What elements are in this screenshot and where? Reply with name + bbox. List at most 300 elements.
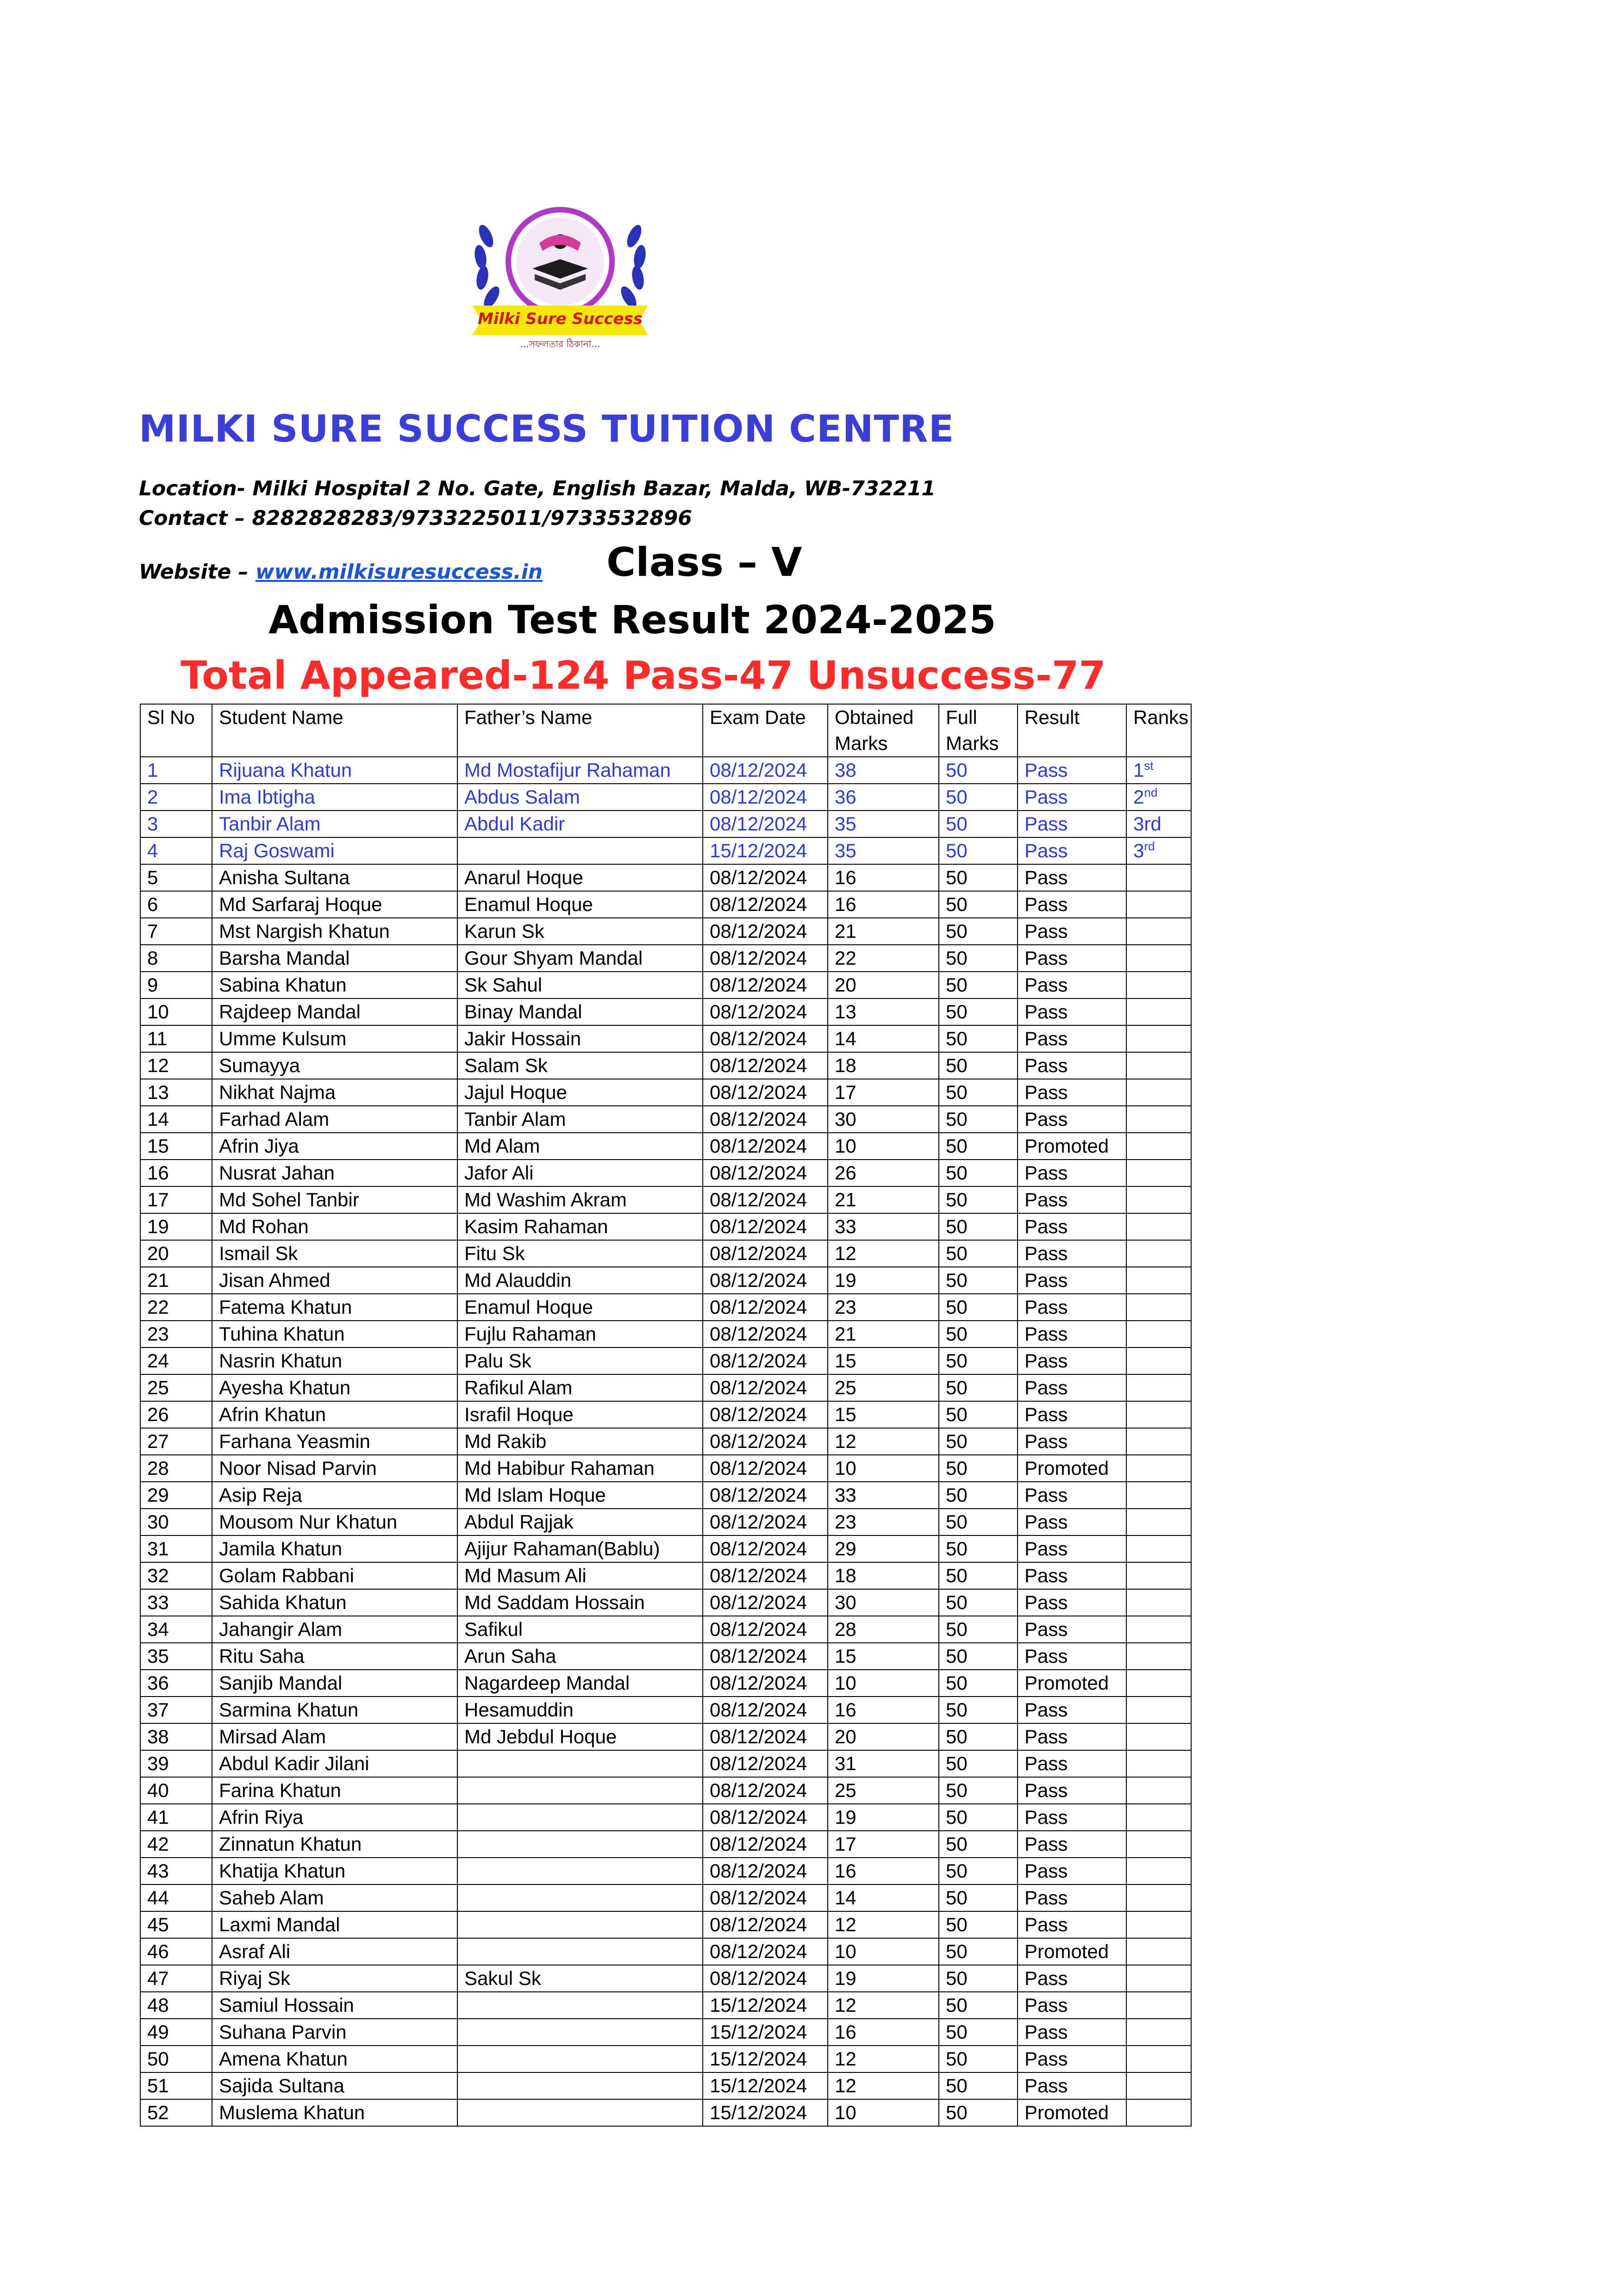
cell-rank bbox=[1126, 1106, 1191, 1133]
cell-rank bbox=[1126, 757, 1191, 784]
cell-father-name bbox=[457, 2019, 703, 2046]
table-row bbox=[140, 1509, 1191, 1535]
cell-exam-date: 08/12/2024 bbox=[703, 864, 828, 891]
cell-student-name: Ismail Sk bbox=[212, 1240, 457, 1267]
cell-obtained-marks: 12 bbox=[828, 1428, 939, 1455]
table-row bbox=[140, 2046, 1191, 2072]
cell-result: Pass bbox=[1018, 757, 1126, 784]
cell-full-marks: 50 bbox=[939, 1535, 1018, 1562]
cell-full-marks: 50 bbox=[939, 1616, 1018, 1643]
table-row bbox=[140, 1750, 1191, 1777]
cell-sl-no: 16 bbox=[140, 1160, 212, 1186]
cell-obtained-marks: 16 bbox=[828, 2019, 939, 2046]
cell-full-marks: 50 bbox=[939, 2019, 1018, 2046]
cell-rank bbox=[1126, 1428, 1191, 1455]
cell-exam-date: 08/12/2024 bbox=[703, 1025, 828, 1052]
cell-result: Pass bbox=[1018, 1723, 1126, 1750]
cell-obtained-marks: 20 bbox=[828, 972, 939, 998]
cell-exam-date: 08/12/2024 bbox=[703, 1509, 828, 1535]
cell-result: Pass bbox=[1018, 1643, 1126, 1670]
cell-exam-date: 08/12/2024 bbox=[703, 1884, 828, 1911]
cell-father-name: Md Washim Akram bbox=[457, 1186, 703, 1213]
header-obtained-marks: Obtained Marks bbox=[828, 704, 939, 757]
cell-student-name: Jisan Ahmed bbox=[212, 1267, 457, 1294]
table-row bbox=[140, 1267, 1191, 1294]
cell-sl-no: 4 bbox=[140, 837, 212, 864]
table-row bbox=[140, 1992, 1191, 2019]
cell-exam-date: 08/12/2024 bbox=[703, 1777, 828, 1804]
cell-obtained-marks: 35 bbox=[828, 811, 939, 837]
cell-sl-no: 43 bbox=[140, 1858, 212, 1884]
cell-student-name: Nasrin Khatun bbox=[212, 1348, 457, 1374]
cell-sl-no: 26 bbox=[140, 1401, 212, 1428]
cell-exam-date: 08/12/2024 bbox=[703, 1831, 828, 1858]
cell-student-name: Sajida Sultana bbox=[212, 2072, 457, 2099]
cell-result: Pass bbox=[1018, 1911, 1126, 1938]
cell-sl-no: 29 bbox=[140, 1482, 212, 1509]
cell-sl-no: 6 bbox=[140, 891, 212, 918]
rank-value: 3rd bbox=[1133, 813, 1162, 835]
cell-father-name: Salam Sk bbox=[457, 1052, 703, 1079]
cell-full-marks: 50 bbox=[939, 1240, 1018, 1267]
cell-rank bbox=[1126, 1777, 1191, 1804]
cell-result: Pass bbox=[1018, 1965, 1126, 1992]
cell-result: Promoted bbox=[1018, 1133, 1126, 1160]
table-row bbox=[140, 1670, 1191, 1697]
cell-obtained-marks: 31 bbox=[828, 1750, 939, 1777]
cell-obtained-marks: 38 bbox=[828, 757, 939, 784]
cell-sl-no: 49 bbox=[140, 2019, 212, 2046]
cell-full-marks: 50 bbox=[939, 1911, 1018, 1938]
cell-full-marks: 50 bbox=[939, 918, 1018, 945]
cell-rank bbox=[1126, 1750, 1191, 1777]
cell-student-name: Md Rohan bbox=[212, 1213, 457, 1240]
cell-student-name: Md Sohel Tanbir bbox=[212, 1186, 457, 1213]
cell-student-name: Afrin Khatun bbox=[212, 1401, 457, 1428]
cell-full-marks: 50 bbox=[939, 1804, 1018, 1831]
cell-sl-no: 1 bbox=[140, 757, 212, 784]
results-table bbox=[140, 704, 1192, 2127]
cell-sl-no: 30 bbox=[140, 1509, 212, 1535]
cell-father-name: Fujlu Rahaman bbox=[457, 1321, 703, 1348]
cell-father-name bbox=[457, 837, 703, 864]
table-row bbox=[140, 1401, 1191, 1428]
cell-father-name: Hesamuddin bbox=[457, 1697, 703, 1723]
logo-brand-text: Milki Sure Success bbox=[477, 310, 643, 328]
table-row bbox=[140, 2019, 1191, 2046]
cell-exam-date: 08/12/2024 bbox=[703, 1589, 828, 1616]
cell-rank bbox=[1126, 1992, 1191, 2019]
cell-obtained-marks: 21 bbox=[828, 1321, 939, 1348]
cell-exam-date: 08/12/2024 bbox=[703, 945, 828, 972]
cell-student-name: Laxmi Mandal bbox=[212, 1911, 457, 1938]
table-row bbox=[140, 1697, 1191, 1723]
cell-result: Pass bbox=[1018, 1750, 1126, 1777]
cell-sl-no: 38 bbox=[140, 1723, 212, 1750]
cell-rank bbox=[1126, 1374, 1191, 1401]
table-row bbox=[140, 757, 1191, 784]
cell-full-marks: 50 bbox=[939, 1643, 1018, 1670]
cell-full-marks: 50 bbox=[939, 837, 1018, 864]
cell-student-name: Mst Nargish Khatun bbox=[212, 918, 457, 945]
cell-full-marks: 50 bbox=[939, 784, 1018, 811]
cell-exam-date: 08/12/2024 bbox=[703, 998, 828, 1025]
cell-sl-no: 31 bbox=[140, 1535, 212, 1562]
table-row bbox=[140, 1160, 1191, 1186]
cell-result: Pass bbox=[1018, 784, 1126, 811]
table-header-row bbox=[140, 704, 1191, 757]
cell-result: Pass bbox=[1018, 972, 1126, 998]
cell-student-name: Khatija Khatun bbox=[212, 1858, 457, 1884]
cell-rank bbox=[1126, 1213, 1191, 1240]
cell-father-name bbox=[457, 1911, 703, 1938]
cell-student-name: Asip Reja bbox=[212, 1482, 457, 1509]
cell-rank bbox=[1126, 918, 1191, 945]
cell-full-marks: 50 bbox=[939, 1267, 1018, 1294]
cell-student-name: Fatema Khatun bbox=[212, 1294, 457, 1321]
table-row bbox=[140, 784, 1191, 811]
table-row bbox=[140, 1777, 1191, 1804]
cell-result: Pass bbox=[1018, 1777, 1126, 1804]
cell-rank bbox=[1126, 1133, 1191, 1160]
cell-full-marks: 50 bbox=[939, 1509, 1018, 1535]
cell-sl-no: 3 bbox=[140, 811, 212, 837]
rank-value: 1 bbox=[1133, 759, 1144, 781]
logo-tagline-text: ...সফলতার ঠিকানা... bbox=[520, 338, 600, 349]
cell-student-name: Tuhina Khatun bbox=[212, 1321, 457, 1348]
cell-full-marks: 50 bbox=[939, 1697, 1018, 1723]
cell-father-name: Md Rakib bbox=[457, 1428, 703, 1455]
table-row bbox=[140, 1133, 1191, 1160]
cell-obtained-marks: 10 bbox=[828, 1455, 939, 1482]
cell-full-marks: 50 bbox=[939, 1133, 1018, 1160]
cell-result: Pass bbox=[1018, 837, 1126, 864]
cell-full-marks: 50 bbox=[939, 1186, 1018, 1213]
centre-logo bbox=[458, 199, 662, 352]
cell-obtained-marks: 16 bbox=[828, 1697, 939, 1723]
cell-full-marks: 50 bbox=[939, 972, 1018, 998]
cell-father-name: Abdul Kadir bbox=[457, 811, 703, 837]
cell-sl-no: 33 bbox=[140, 1589, 212, 1616]
website-link[interactable]: www.milkisuresuccess.in bbox=[255, 560, 543, 584]
cell-sl-no: 24 bbox=[140, 1348, 212, 1374]
rank-suffix: rd bbox=[1144, 839, 1155, 853]
cell-result: Pass bbox=[1018, 1428, 1126, 1455]
cell-result: Promoted bbox=[1018, 1670, 1126, 1697]
cell-student-name: Rijuana Khatun bbox=[212, 757, 457, 784]
cell-exam-date: 08/12/2024 bbox=[703, 1213, 828, 1240]
table-row bbox=[140, 1616, 1191, 1643]
cell-father-name bbox=[457, 1858, 703, 1884]
cell-exam-date: 08/12/2024 bbox=[703, 918, 828, 945]
table-row bbox=[140, 1535, 1191, 1562]
cell-father-name bbox=[457, 1777, 703, 1804]
cell-student-name: Amena Khatun bbox=[212, 2046, 457, 2072]
cell-father-name bbox=[457, 1804, 703, 1831]
table-row bbox=[140, 1455, 1191, 1482]
cell-obtained-marks: 14 bbox=[828, 1884, 939, 1911]
cell-rank bbox=[1126, 1321, 1191, 1348]
cell-obtained-marks: 16 bbox=[828, 1858, 939, 1884]
cell-sl-no: 27 bbox=[140, 1428, 212, 1455]
cell-student-name: Saheb Alam bbox=[212, 1884, 457, 1911]
cell-result: Pass bbox=[1018, 1697, 1126, 1723]
cell-sl-no: 20 bbox=[140, 1240, 212, 1267]
cell-full-marks: 50 bbox=[939, 811, 1018, 837]
cell-rank bbox=[1126, 1697, 1191, 1723]
cell-full-marks: 50 bbox=[939, 1160, 1018, 1186]
cell-result: Pass bbox=[1018, 2046, 1126, 2072]
table-row bbox=[140, 1562, 1191, 1589]
cell-full-marks: 50 bbox=[939, 1348, 1018, 1374]
cell-obtained-marks: 25 bbox=[828, 1374, 939, 1401]
header-student-name: Student Name bbox=[212, 704, 457, 757]
cell-obtained-marks: 21 bbox=[828, 918, 939, 945]
cell-exam-date: 08/12/2024 bbox=[703, 1267, 828, 1294]
cell-student-name: Samiul Hossain bbox=[212, 1992, 457, 2019]
cell-father-name: Abdus Salam bbox=[457, 784, 703, 811]
cell-father-name: Arun Saha bbox=[457, 1643, 703, 1670]
cell-father-name: Tanbir Alam bbox=[457, 1106, 703, 1133]
cell-rank bbox=[1126, 891, 1191, 918]
cell-exam-date: 08/12/2024 bbox=[703, 891, 828, 918]
cell-obtained-marks: 18 bbox=[828, 1562, 939, 1589]
cell-full-marks: 50 bbox=[939, 1858, 1018, 1884]
cell-result: Pass bbox=[1018, 1884, 1126, 1911]
table-row bbox=[140, 1052, 1191, 1079]
cell-exam-date: 08/12/2024 bbox=[703, 811, 828, 837]
cell-rank bbox=[1126, 972, 1191, 998]
cell-full-marks: 50 bbox=[939, 1321, 1018, 1348]
cell-rank bbox=[1126, 811, 1191, 837]
cell-exam-date: 08/12/2024 bbox=[703, 1616, 828, 1643]
cell-student-name: Farina Khatun bbox=[212, 1777, 457, 1804]
table-row bbox=[140, 918, 1191, 945]
cell-rank bbox=[1126, 1535, 1191, 1562]
table-row bbox=[140, 891, 1191, 918]
cell-rank bbox=[1126, 1858, 1191, 1884]
cell-rank bbox=[1126, 784, 1191, 811]
cell-obtained-marks: 10 bbox=[828, 2099, 939, 2126]
cell-rank bbox=[1126, 1052, 1191, 1079]
cell-exam-date: 15/12/2024 bbox=[703, 2099, 828, 2126]
cell-rank bbox=[1126, 1965, 1191, 1992]
cell-student-name: Riyaj Sk bbox=[212, 1965, 457, 1992]
cell-obtained-marks: 12 bbox=[828, 1992, 939, 2019]
cell-father-name: Abdul Rajjak bbox=[457, 1509, 703, 1535]
cell-full-marks: 50 bbox=[939, 1884, 1018, 1911]
cell-student-name: Nikhat Najma bbox=[212, 1079, 457, 1106]
cell-student-name: Tanbir Alam bbox=[212, 811, 457, 837]
cell-result: Pass bbox=[1018, 891, 1126, 918]
cell-sl-no: 35 bbox=[140, 1643, 212, 1670]
cell-student-name: Zinnatun Khatun bbox=[212, 1831, 457, 1858]
table-row bbox=[140, 2099, 1191, 2126]
cell-result: Pass bbox=[1018, 864, 1126, 891]
cell-father-name: Md Habibur Rahaman bbox=[457, 1455, 703, 1482]
cell-result: Pass bbox=[1018, 1589, 1126, 1616]
cell-student-name: Nusrat Jahan bbox=[212, 1160, 457, 1186]
cell-father-name: Ajijur Rahaman(Bablu) bbox=[457, 1535, 703, 1562]
cell-student-name: Ima Ibtigha bbox=[212, 784, 457, 811]
cell-rank bbox=[1126, 1643, 1191, 1670]
cell-student-name: Noor Nisad Parvin bbox=[212, 1455, 457, 1482]
table-row bbox=[140, 837, 1191, 864]
cell-father-name: Safikul bbox=[457, 1616, 703, 1643]
cell-result: Pass bbox=[1018, 1348, 1126, 1374]
rank-suffix: st bbox=[1144, 759, 1154, 773]
cell-result: Pass bbox=[1018, 1294, 1126, 1321]
cell-exam-date: 08/12/2024 bbox=[703, 1160, 828, 1186]
cell-father-name bbox=[457, 2046, 703, 2072]
admission-title: Admission Test Result 2024-2025 bbox=[269, 597, 996, 643]
cell-sl-no: 46 bbox=[140, 1938, 212, 1965]
table-row bbox=[140, 864, 1191, 891]
cell-obtained-marks: 22 bbox=[828, 945, 939, 972]
cell-exam-date: 08/12/2024 bbox=[703, 1697, 828, 1723]
cell-result: Pass bbox=[1018, 1992, 1126, 2019]
table-row bbox=[140, 1884, 1191, 1911]
cell-obtained-marks: 25 bbox=[828, 1777, 939, 1804]
cell-father-name: Karun Sk bbox=[457, 918, 703, 945]
cell-full-marks: 50 bbox=[939, 945, 1018, 972]
cell-result: Pass bbox=[1018, 1213, 1126, 1240]
cell-full-marks: 50 bbox=[939, 757, 1018, 784]
cell-father-name: Md Mostafijur Rahaman bbox=[457, 757, 703, 784]
cell-sl-no: 32 bbox=[140, 1562, 212, 1589]
cell-rank bbox=[1126, 1294, 1191, 1321]
cell-father-name: Enamul Hoque bbox=[457, 1294, 703, 1321]
table-row bbox=[140, 1589, 1191, 1616]
cell-obtained-marks: 19 bbox=[828, 1267, 939, 1294]
cell-result: Pass bbox=[1018, 1052, 1126, 1079]
cell-obtained-marks: 10 bbox=[828, 1670, 939, 1697]
cell-full-marks: 50 bbox=[939, 1589, 1018, 1616]
cell-sl-no: 47 bbox=[140, 1965, 212, 1992]
header-father-name: Father’s Name bbox=[457, 704, 703, 757]
table-row bbox=[140, 2072, 1191, 2099]
cell-full-marks: 50 bbox=[939, 1052, 1018, 1079]
cell-obtained-marks: 17 bbox=[828, 1831, 939, 1858]
cell-rank bbox=[1126, 1938, 1191, 1965]
cell-full-marks: 50 bbox=[939, 1965, 1018, 1992]
rank-value: 3 bbox=[1133, 840, 1144, 861]
table-row bbox=[140, 1213, 1191, 1240]
cell-exam-date: 08/12/2024 bbox=[703, 1535, 828, 1562]
table-row bbox=[140, 1938, 1191, 1965]
cell-exam-date: 08/12/2024 bbox=[703, 1804, 828, 1831]
rank-suffix: nd bbox=[1144, 786, 1158, 799]
table-row bbox=[140, 1374, 1191, 1401]
cell-rank bbox=[1126, 1186, 1191, 1213]
cell-exam-date: 15/12/2024 bbox=[703, 837, 828, 864]
cell-exam-date: 08/12/2024 bbox=[703, 784, 828, 811]
cell-full-marks: 50 bbox=[939, 1482, 1018, 1509]
table-row bbox=[140, 1804, 1191, 1831]
table-row bbox=[140, 1294, 1191, 1321]
cell-rank bbox=[1126, 1079, 1191, 1106]
cell-obtained-marks: 20 bbox=[828, 1723, 939, 1750]
cell-father-name: Md Saddam Hossain bbox=[457, 1589, 703, 1616]
cell-student-name: Md Sarfaraj Hoque bbox=[212, 891, 457, 918]
cell-student-name: Jamila Khatun bbox=[212, 1535, 457, 1562]
cell-student-name: Afrin Riya bbox=[212, 1804, 457, 1831]
cell-sl-no: 52 bbox=[140, 2099, 212, 2126]
cell-rank bbox=[1126, 2099, 1191, 2126]
cell-father-name bbox=[457, 1938, 703, 1965]
table-row bbox=[140, 1965, 1191, 1992]
cell-obtained-marks: 12 bbox=[828, 1911, 939, 1938]
cell-full-marks: 50 bbox=[939, 1723, 1018, 1750]
cell-result: Pass bbox=[1018, 2072, 1126, 2099]
cell-result: Pass bbox=[1018, 1160, 1126, 1186]
cell-obtained-marks: 23 bbox=[828, 1294, 939, 1321]
cell-student-name: Asraf Ali bbox=[212, 1938, 457, 1965]
cell-student-name: Sarmina Khatun bbox=[212, 1697, 457, 1723]
cell-exam-date: 08/12/2024 bbox=[703, 1374, 828, 1401]
cell-exam-date: 08/12/2024 bbox=[703, 1133, 828, 1160]
website-line bbox=[139, 560, 543, 584]
cell-full-marks: 50 bbox=[939, 1106, 1018, 1133]
cell-obtained-marks: 15 bbox=[828, 1348, 939, 1374]
website-label: Website – bbox=[139, 560, 256, 584]
location-line: Location- Milki Hospital 2 No. Gate, English Bazar, Malda, WB-732211 bbox=[139, 477, 936, 500]
cell-result: Pass bbox=[1018, 1401, 1126, 1428]
cell-student-name: Mousom Nur Khatun bbox=[212, 1509, 457, 1535]
cell-obtained-marks: 21 bbox=[828, 1186, 939, 1213]
cell-obtained-marks: 23 bbox=[828, 1509, 939, 1535]
cell-result: Pass bbox=[1018, 811, 1126, 837]
cell-father-name: Kasim Rahaman bbox=[457, 1213, 703, 1240]
cell-obtained-marks: 36 bbox=[828, 784, 939, 811]
cell-exam-date: 08/12/2024 bbox=[703, 757, 828, 784]
cell-rank bbox=[1126, 1348, 1191, 1374]
cell-result: Promoted bbox=[1018, 2099, 1126, 2126]
cell-exam-date: 08/12/2024 bbox=[703, 1186, 828, 1213]
table-row bbox=[140, 1106, 1191, 1133]
cell-exam-date: 08/12/2024 bbox=[703, 1750, 828, 1777]
table-row bbox=[140, 1482, 1191, 1509]
cell-full-marks: 50 bbox=[939, 2072, 1018, 2099]
table-row bbox=[140, 1911, 1191, 1938]
cell-obtained-marks: 12 bbox=[828, 2072, 939, 2099]
header-result: Result bbox=[1018, 704, 1126, 757]
cell-student-name: Farhana Yeasmin bbox=[212, 1428, 457, 1455]
table-row bbox=[140, 998, 1191, 1025]
cell-rank bbox=[1126, 1589, 1191, 1616]
cell-rank bbox=[1126, 1401, 1191, 1428]
cell-student-name: Sabina Khatun bbox=[212, 972, 457, 998]
cell-rank bbox=[1126, 1455, 1191, 1482]
cell-obtained-marks: 33 bbox=[828, 1482, 939, 1509]
cell-sl-no: 22 bbox=[140, 1294, 212, 1321]
cell-exam-date: 15/12/2024 bbox=[703, 2072, 828, 2099]
centre-name: MILKI SURE SUCCESS TUITION CENTRE bbox=[139, 407, 955, 450]
cell-rank bbox=[1126, 945, 1191, 972]
cell-father-name bbox=[457, 1992, 703, 2019]
cell-sl-no: 5 bbox=[140, 864, 212, 891]
cell-rank bbox=[1126, 998, 1191, 1025]
cell-exam-date: 08/12/2024 bbox=[703, 1482, 828, 1509]
cell-father-name: Md Alam bbox=[457, 1133, 703, 1160]
cell-full-marks: 50 bbox=[939, 998, 1018, 1025]
cell-sl-no: 41 bbox=[140, 1804, 212, 1831]
table-row bbox=[140, 1643, 1191, 1670]
cell-father-name: Palu Sk bbox=[457, 1348, 703, 1374]
cell-full-marks: 50 bbox=[939, 1374, 1018, 1401]
cell-sl-no: 48 bbox=[140, 1992, 212, 2019]
cell-exam-date: 08/12/2024 bbox=[703, 972, 828, 998]
